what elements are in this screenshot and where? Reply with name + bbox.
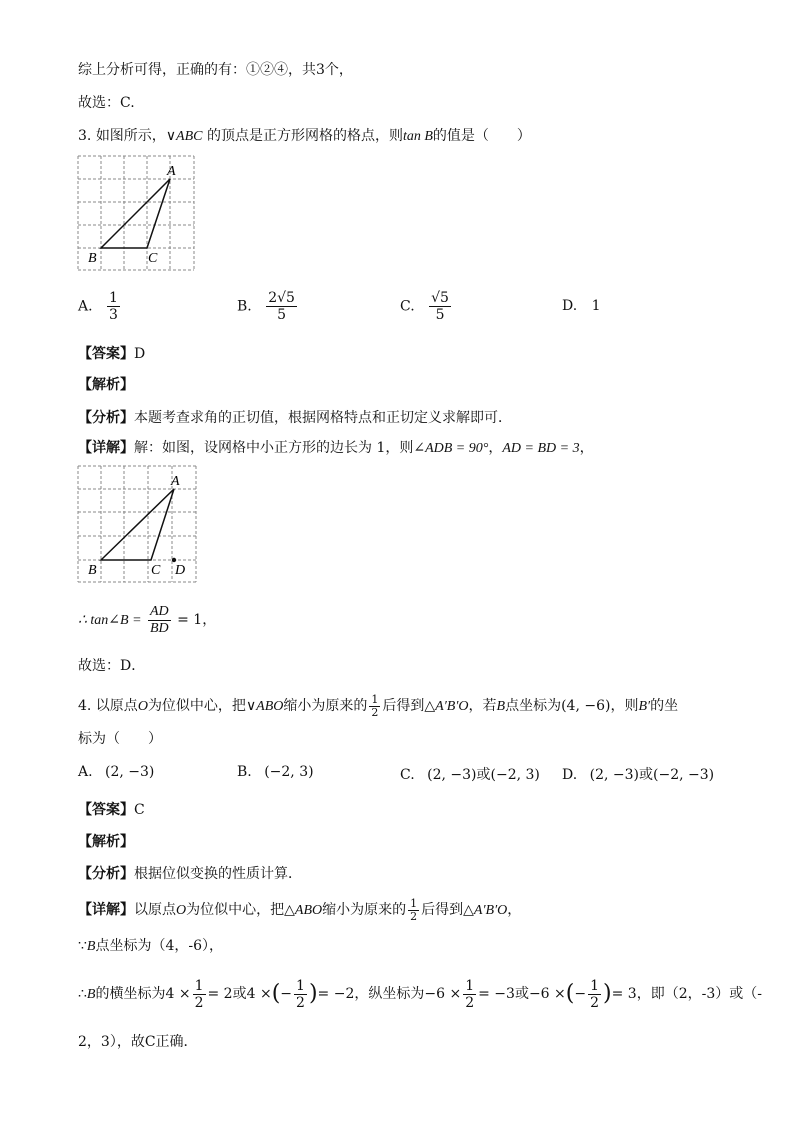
point-d <box>172 558 176 562</box>
q4-because: ∵B点坐标为（4，-6）， <box>78 938 224 954</box>
label-b: B <box>88 251 97 266</box>
q3-solution-figure <box>76 464 202 586</box>
q3-jiexi: 【解析】 <box>78 377 134 393</box>
q3-choose: 故选：D． <box>78 658 146 674</box>
q4-stem-line2: 标为（ ） <box>78 731 162 747</box>
q3-fenxi: 【分析】本题考查求角的正切值，根据网格特点和正切定义求解即可． <box>78 410 512 426</box>
label-c: C <box>151 563 161 578</box>
label-c: C <box>148 251 158 266</box>
q3-stem-pre: 如图所示， <box>95 128 166 144</box>
q3-answer: 【答案】D <box>78 346 146 362</box>
q3-stem-mid: 的顶点是正方形网格的格点，则 <box>206 128 403 144</box>
q4-option-b: B. (−2, 3) <box>237 764 314 780</box>
q4-stem-line1: 4. 以原点O为位似中心，把∨ABO缩小为原来的 $\frac{1}{2}$ 后得到△A′B′O，若B点坐标为(4, −6)，则B′的坐 <box>78 692 679 719</box>
label-a: A <box>167 164 176 179</box>
q3-option-b: B. $\frac{2√5}{5}$ <box>237 290 295 323</box>
q3-number: 3. <box>78 128 92 144</box>
label-a: A <box>171 474 180 489</box>
q3-option-c: C. $\frac{√5}{5}$ <box>400 290 449 323</box>
q4-xiangjie: 【详解】以原点O为位似中心，把△ABO缩小为原来的 $\frac{1}{2}$ 后得到△A′B′O， <box>78 896 522 923</box>
q3-option-a: A. $\frac{1}{3}$ <box>78 290 118 323</box>
q4-last-line: 2，3），故C正确． <box>78 1034 198 1050</box>
q3-option-d: D. 1 <box>562 298 601 314</box>
q3-tanb: tan B <box>402 129 433 144</box>
q3-triangle: ∨ABC <box>165 129 203 144</box>
q4-option-d: D. (2, −3)或(−2, −3) <box>562 767 715 783</box>
previous-answer: 故选：C. <box>78 95 135 111</box>
q4-therefore: ∴B的横坐标为4 × $\frac{1}{2}$ = 2或4 ×(− $\frac{1}{2}$ )= −2，纵坐标为−6 × $\frac{1}{2}$ = −3或−6 ×(− $\frac{1}{2}$ )= 3，即（2，-3）或（- <box>78 977 762 1011</box>
q4-answer: 【答案】C <box>78 802 145 818</box>
q3-xiangjie: 【详解】解：如图，设网格中小正方形的边长为 1，则∠ADB = 90°，AD = BD = 3， <box>78 440 594 456</box>
label-b: B <box>88 563 97 578</box>
triangle-abc-solution <box>101 489 174 560</box>
triangle-abc <box>101 179 170 248</box>
q4-option-a: A. (2, −3) <box>78 764 155 780</box>
q4-option-c: C. (2, −3)或(−2, 3) <box>400 767 540 783</box>
q3-grid-figure <box>76 154 200 274</box>
q3-stem-post: 的值是（ ） <box>432 128 531 144</box>
summary-line: 综上分析可得，正确的有：①②④，共3个， <box>78 62 353 78</box>
q4-jiexi: 【解析】 <box>78 834 134 850</box>
q3-conclusion: ∴ tan∠B = $\frac{AD}{BD}$ = 1， <box>78 603 217 636</box>
q4-fenxi: 【分析】根据位似变换的性质计算． <box>78 866 302 882</box>
label-d: D <box>175 563 186 578</box>
q3-stem <box>78 126 531 147</box>
